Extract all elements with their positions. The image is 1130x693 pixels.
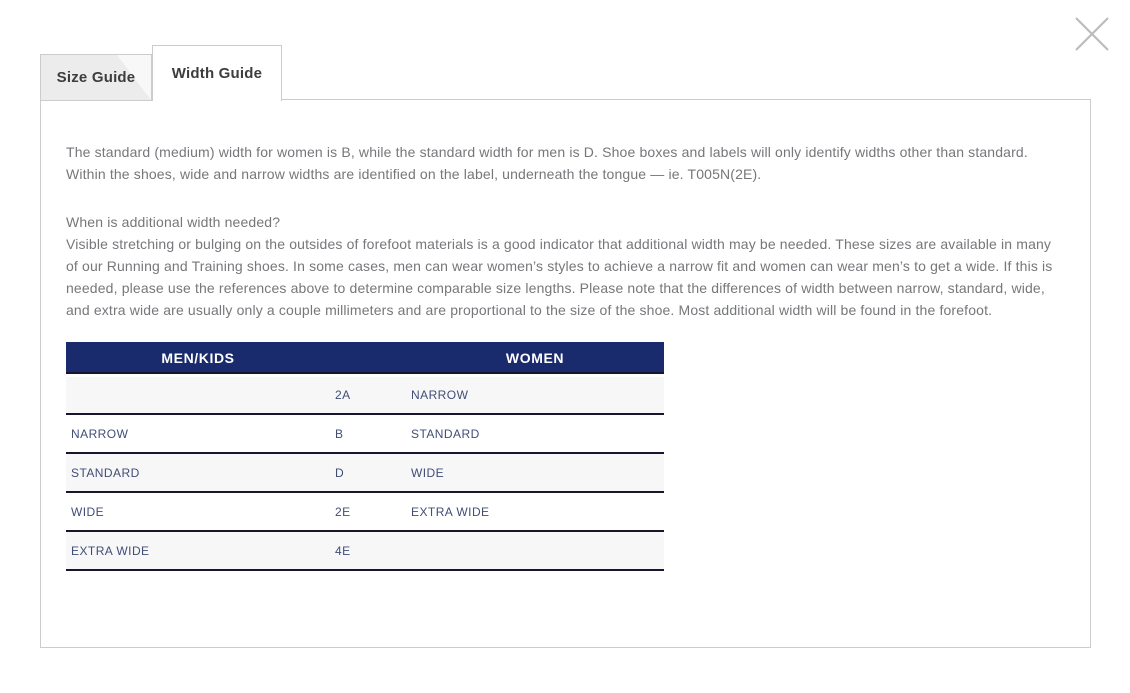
- tab-width-guide[interactable]: [152, 45, 282, 101]
- table-row: [66, 492, 664, 531]
- width-answer: Visible stretching or bulging on the outsides of forefoot materials is a good indicator that additional width may be needed. These sizes are available in many of our Running and Training shoes. In some cases, men can wear women’s styles to achieve a narrow fit and women can wear men’s to get a wide. If this is needed, please use the references above to determine comparable size lengths. Please note that the differences of width between narrow, standard, wide, and extra wide are usually only a couple millimeters and are proportional to the size of the shoe. Most additional width will be found in the forefoot.: [66, 236, 1053, 318]
- close-icon: [1072, 14, 1112, 54]
- table-header-spacer: [330, 342, 406, 375]
- width-question: When is additional width needed?: [66, 214, 281, 230]
- table-cell: NARROW: [406, 375, 664, 414]
- table-cell: B: [330, 414, 406, 453]
- tab-size-guide-label: Size Guide: [56, 69, 136, 86]
- tab-bar: [40, 44, 282, 100]
- table-cell: 2E: [330, 492, 406, 531]
- table-cell: D: [330, 453, 406, 492]
- width-table-body: [66, 375, 664, 570]
- width-table-header: [66, 342, 664, 375]
- table-cell: WIDE: [66, 492, 330, 531]
- table-row: [66, 414, 664, 453]
- table-row: [66, 453, 664, 492]
- table-cell: 2A: [330, 375, 406, 414]
- tab-size-guide[interactable]: [40, 54, 152, 101]
- intro-paragraph: The standard (medium) width for women is B, while the standard width for men is D. Shoe boxes and labels will only identify widths other than standard. Within the shoes, wide and narrow widths are identified on the label, underneath the tongue — ie. T005N(2E).: [66, 144, 1028, 182]
- table-row: [66, 531, 664, 570]
- table-row: [66, 375, 664, 414]
- table-cell: STANDARD: [406, 414, 664, 453]
- table-cell: 4E: [330, 531, 406, 570]
- table-cell: [66, 375, 330, 414]
- table-header-row: [66, 342, 664, 375]
- table-cell: [406, 531, 664, 570]
- table-cell: WIDE: [406, 453, 664, 492]
- table-cell: STANDARD: [66, 453, 330, 492]
- table-cell: EXTRA WIDE: [66, 531, 330, 570]
- close-button[interactable]: [1072, 14, 1112, 54]
- tab-width-guide-label: Width Guide: [171, 65, 263, 82]
- table-header-women: WOMEN: [406, 342, 664, 375]
- table-header-men-kids: MEN/KIDS: [66, 342, 330, 375]
- table-cell: NARROW: [66, 414, 330, 453]
- table-cell: EXTRA WIDE: [406, 492, 664, 531]
- width-guide-panel: [40, 99, 1091, 648]
- width-table: [66, 342, 664, 571]
